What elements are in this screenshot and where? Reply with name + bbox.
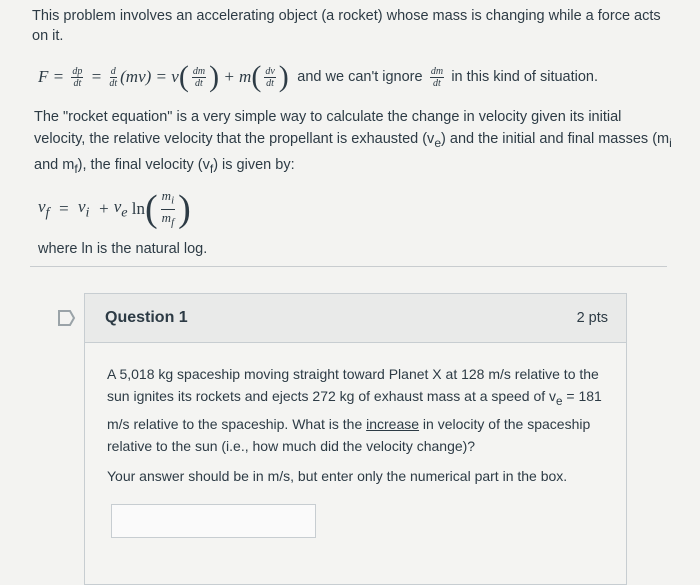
question-body <box>85 343 626 487</box>
question-header <box>85 294 626 343</box>
eq-tail-text: and we can't ignore <box>297 69 423 85</box>
rocket-equation: $v_f$ = $v_i$ + $v_e$ ln ( $\frac{m_i}{m_f}$ ) <box>38 187 191 230</box>
eq-tail-text-2: in this kind of situation. <box>451 69 599 85</box>
section-divider <box>30 266 667 267</box>
question-points: 2 pts <box>576 310 608 326</box>
answer-input[interactable] <box>111 504 316 538</box>
intro-text: This problem involves an accelerating object (a rocket) whose mass is changing while a force acts on it. <box>32 8 661 44</box>
rocket-equation-description: The "rocket equation" is a very simple way to calculate the change in velocity given its initial velocity, the relative velocity that the propellant is exhausted $(v_e)$ and the initial and final masses ($m_i$ and $m_f$), the final velocity $(v_f)$ is given by: <box>34 109 672 176</box>
flag-question-icon[interactable] <box>56 309 76 327</box>
question-title: Question 1 <box>105 309 188 326</box>
question-instruction: Your answer should be in m/s, but enter only the numerical part in the box. <box>107 467 568 484</box>
question-text: A 5,018 kg spaceship moving straight toward Planet X at 128 m/s relative to the sun ignites its rockets and ejects 272 kg of exhaust mass at a speed of $v_e = 181$ m/s relative to the spaceship. What is the increase in velocity of the spaceship relative to the sun (i.e., how much did the velocity change)? <box>107 366 602 454</box>
question-card <box>84 293 627 585</box>
where-note: where ln is the natural log. <box>38 241 208 257</box>
force-equation: F = $\frac{dp}{dt}$ = $\frac{d}{dt}$ (mv) = v ( $\frac{dm}{dt}$ ) + m ( $\frac{dv}{dt}$ ) and we can't ignore $\frac{dm}{dt}$ in this kind of situation. <box>38 60 599 93</box>
